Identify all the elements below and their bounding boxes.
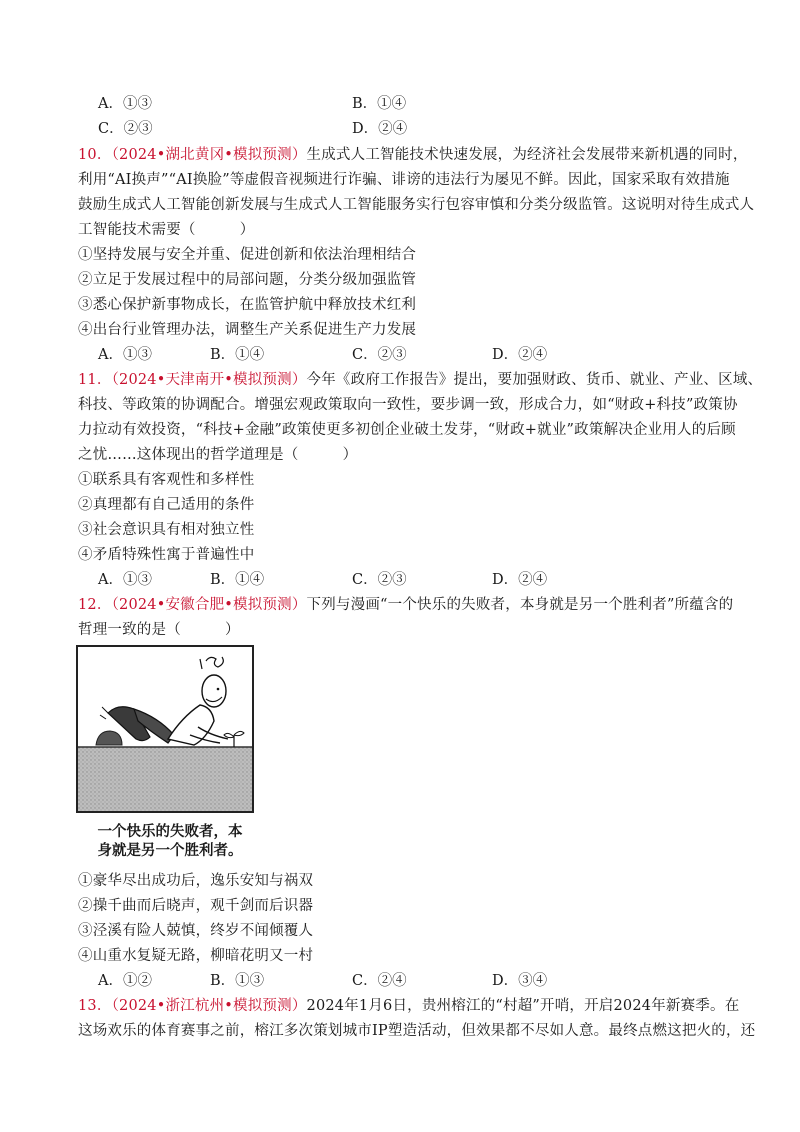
q11-item-4: ④矛盾特殊性寓于普遍性中 [78, 547, 255, 563]
comic-caption-line-1: 一个快乐的失败者，本 [97, 824, 243, 840]
q11-option-b: B．①④ [210, 572, 265, 588]
q13-number: 13． [78, 998, 112, 1014]
q10-option-b: B．①④ [210, 347, 265, 363]
q12-item-3: ③泾溪有险人兢慎，终岁不闻倾覆人 [78, 923, 314, 939]
q10-stem-line-1: 生成式人工智能技术快速发展，为经济社会发展带来新机遇的同时， [306, 147, 748, 163]
q12-item-2: ②操千曲而后晓声，观千剑而后识器 [78, 898, 314, 914]
q10-first-line [78, 145, 748, 165]
q10-option-d: D．②④ [492, 347, 548, 363]
q12-source: （2024•安徽合肥•模拟预测） [111, 597, 307, 613]
q9-option-a: A．①③ [98, 96, 152, 112]
q10-option-c: C．②③ [352, 347, 407, 363]
q11-stem-line-1: 今年《政府工作报告》提出，要加强财政、货币、就业、产业、区域、 [306, 372, 763, 388]
q12-option-b: B．①③ [210, 973, 265, 989]
q10-stem-line-3: 鼓励生成式人工智能创新发展与生成式人工智能服务实行包容审慎和分类分级监管。这说明对待生成式人 [78, 197, 755, 213]
q12-first-line [78, 595, 733, 615]
q13-first-line [78, 996, 739, 1016]
comic-caption-line-2: 身就是另一个胜利者。 [97, 843, 243, 859]
q12-item-1: ①豪华尽出成功后，逸乐安知与祸双 [78, 873, 314, 889]
q10-item-4: ④出台行业管理办法，调整生产关系促进生产力发展 [78, 322, 417, 338]
q11-first-line [78, 370, 762, 390]
q13-stem-line-2: 这场欢乐的体育赛事之前，榕江多次策划城市IP塑造活动，但效果都不尽如人意。最终点燃这把火的，还 [78, 1023, 756, 1039]
q12-stem-line-1: 下列与漫画“一个快乐的失败者，本身就是另一个胜利者”所蕴含的 [306, 597, 734, 613]
q9-option-b: B．①④ [352, 96, 407, 112]
q10-option-a: A．①③ [98, 347, 152, 363]
q10-item-3: ③悉心保护新事物成长，在监管护航中释放技术红利 [78, 297, 417, 313]
q11-stem-line-4: 之忧……这体现出的哲学道理是（ ） [78, 447, 358, 463]
q12-number: 12． [78, 597, 112, 613]
q10-stem-line-2: 利用“AI换声”“AI换脸”等虚假音视频进行诈骗、诽谤的违法行为屡见不鲜。因此，国家采取有效措施 [78, 172, 730, 188]
q11-item-1: ①联系具有客观性和多样性 [78, 472, 255, 488]
q11-item-2: ②真理都有自己适用的条件 [78, 497, 255, 513]
q11-option-c: C．②③ [352, 572, 407, 588]
comic-drawing [78, 647, 252, 811]
comic-illustration [76, 645, 254, 813]
q10-number: 10． [78, 147, 112, 163]
q12-stem-line-2: 哲理一致的是（ ） [78, 622, 240, 638]
q11-source: （2024•天津南开•模拟预测） [111, 372, 307, 388]
q13-stem-line-1: 2024年1月6日，贵州榕江的“村超”开哨，开启2024年新赛季。在 [306, 998, 740, 1014]
q9-option-c: C．②③ [98, 121, 153, 137]
q10-item-1: ①坚持发展与安全并重、促进创新和依法治理相结合 [78, 247, 417, 263]
q10-source: （2024•湖北黄冈•模拟预测） [111, 147, 307, 163]
q11-option-d: D．②④ [492, 572, 548, 588]
q12-option-a: A．①② [98, 973, 152, 989]
q11-number: 11． [78, 372, 112, 388]
q12-item-4: ④山重水复疑无路，柳暗花明又一村 [78, 948, 314, 964]
q11-item-3: ③社会意识具有相对独立性 [78, 522, 255, 538]
q10-item-2: ②立足于发展过程中的局部问题，分类分级加强监管 [78, 272, 417, 288]
q11-stem-line-2: 科技、等政策的协调配合。增强宏观政策取向一致性，要步调一致，形成合力，如“财政+科技”政策协 [78, 397, 738, 413]
q10-stem-line-4: 工智能技术需要（ ） [78, 222, 255, 238]
q11-stem-line-3: 力拉动有效投资，“科技+金融”政策使更多初创企业破土发芽，“财政+就业”政策解决企业用人的后顾 [78, 422, 736, 438]
q13-source: （2024•浙江杭州•模拟预测） [111, 998, 307, 1014]
q12-option-c: C．②④ [352, 973, 407, 989]
q9-option-d: D．②④ [352, 121, 408, 137]
q12-option-d: D．③④ [492, 973, 548, 989]
q11-option-a: A．①③ [98, 572, 152, 588]
